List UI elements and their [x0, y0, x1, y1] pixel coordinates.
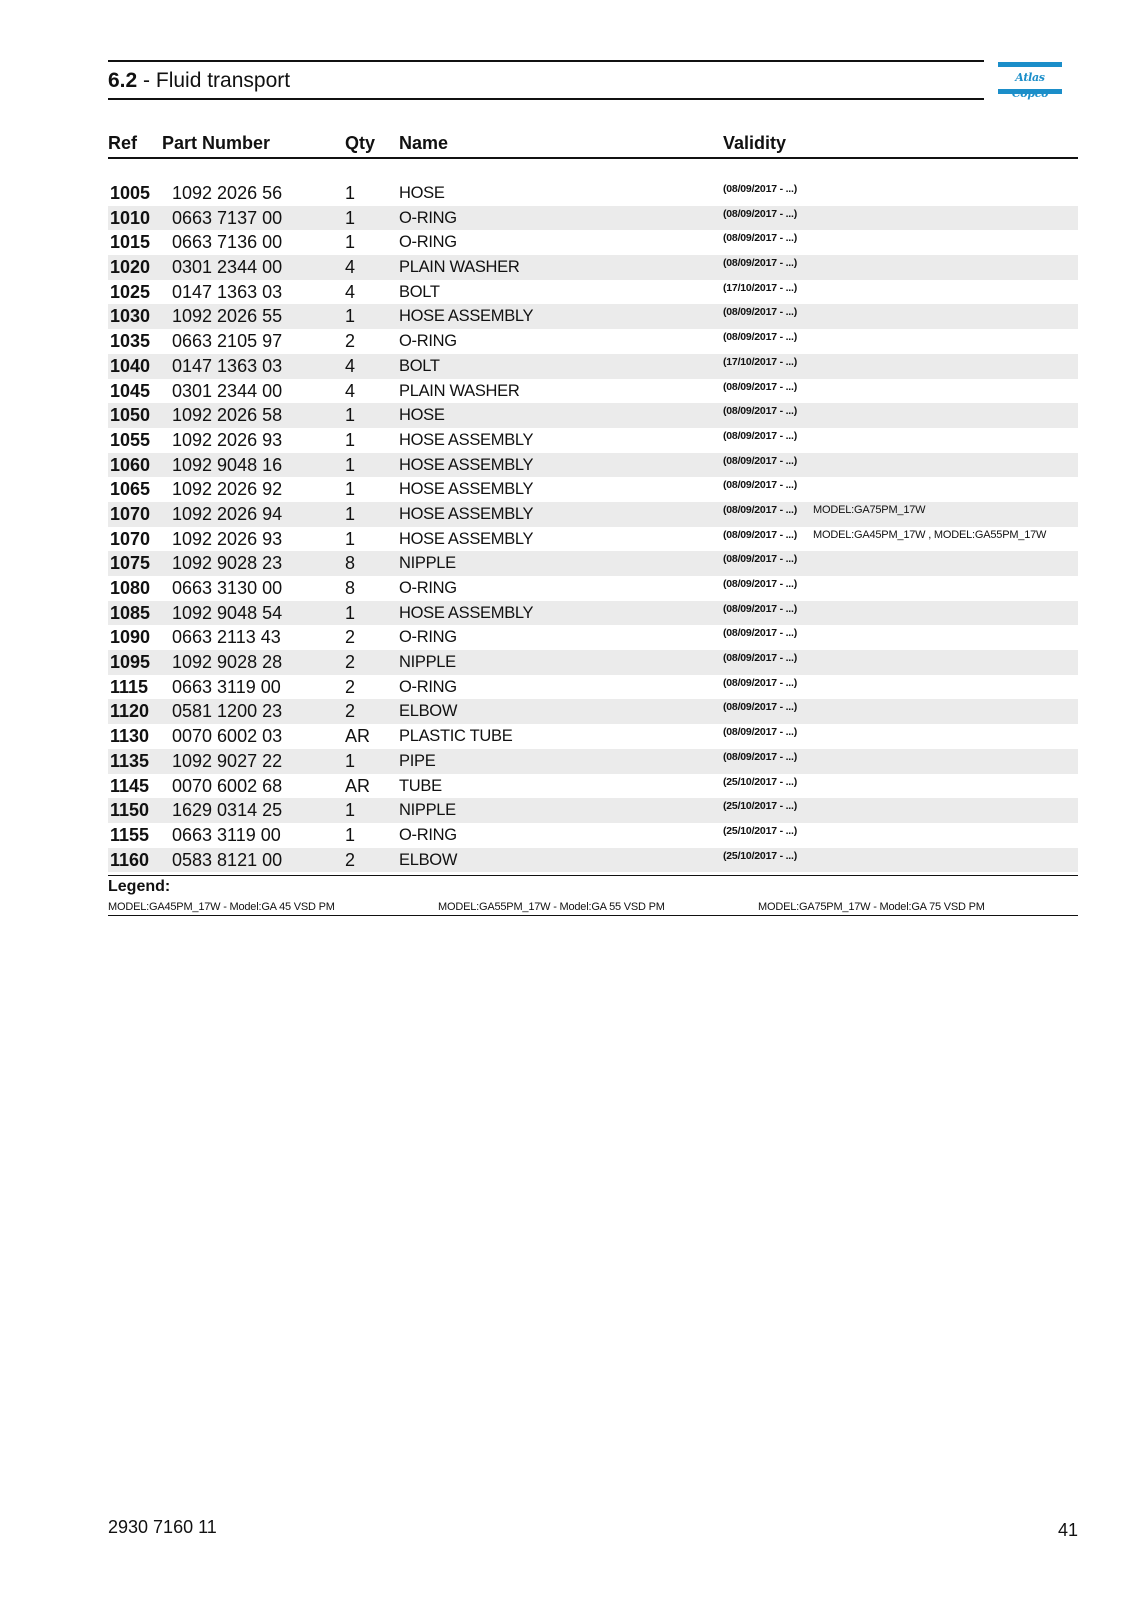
legend-item: MODEL:GA55PM_17W - Model:GA 55 VSD PM [438, 901, 665, 913]
row-qty: 8 [345, 578, 356, 598]
row-qty: 1 [345, 232, 356, 253]
row-qty: 8 [345, 553, 356, 574]
row-ref: 1020 [110, 257, 151, 278]
row-ref: 1070 [110, 528, 151, 549]
row-ref: 1130 [110, 726, 150, 747]
row-validity: (25/10/2017 - ...) [723, 775, 798, 788]
row-part-number: 0147 1363 03 [172, 281, 283, 302]
row-validity: (08/09/2017 - ...) [723, 652, 798, 665]
row-name: NIPPLE [399, 653, 456, 672]
row-part-number: 0663 7136 00 [172, 232, 283, 253]
row-validity: (08/09/2017 - ...) [723, 503, 798, 516]
row-validity: (08/09/2017 - ...) [723, 183, 798, 195]
document-number: 2930 7160 11 [108, 1517, 217, 1537]
row-ref: 1030 [110, 306, 151, 327]
row-part-number: 1092 2026 56 [172, 183, 283, 203]
row-ref: 1025 [110, 281, 151, 302]
row-validity: (08/09/2017 - ...) [723, 380, 798, 393]
table-row [108, 650, 1078, 675]
row-ref: 1035 [110, 331, 151, 352]
row-part-number: 0301 2344 00 [172, 257, 283, 278]
row-validity: (17/10/2017 - ...) [723, 281, 798, 294]
row-qty: 4 [345, 281, 356, 302]
row-name: HOSE ASSEMBLY [399, 455, 534, 474]
row-validity: (08/09/2017 - ...) [723, 750, 798, 763]
row-validity: (08/09/2017 - ...) [723, 676, 798, 689]
row-model: MODEL:GA45PM_17W , MODEL:GA55PM_17W [813, 528, 1047, 541]
row-part-number: 0301 2344 00 [172, 380, 283, 401]
legend-title: Legend: [108, 878, 171, 895]
row-part-number: 1092 9028 23 [172, 553, 283, 574]
row-part-number: 0070 6002 68 [172, 775, 283, 796]
row-qty: 2 [345, 652, 356, 673]
row-ref: 1090 [110, 627, 151, 648]
row-part-number: 1092 9027 22 [172, 750, 283, 771]
row-ref: 1055 [110, 429, 151, 450]
table-row [108, 453, 1078, 478]
row-name: PIPE [399, 751, 436, 770]
row-qty: 4 [345, 257, 356, 278]
row-part-number: 1092 2026 58 [172, 405, 283, 426]
page-title [108, 68, 290, 94]
row-ref: 1135 [110, 750, 150, 771]
row-validity: (08/09/2017 - ...) [723, 553, 798, 566]
row-name: O-RING [399, 825, 457, 844]
table-row [108, 329, 1078, 354]
row-qty: 2 [345, 676, 356, 697]
row-ref: 1115 [110, 676, 149, 697]
row-validity: (08/09/2017 - ...) [723, 479, 798, 492]
row-model: MODEL:GA75PM_17W [813, 503, 926, 516]
row-name: PLAIN WASHER [399, 381, 520, 400]
row-name: HOSE ASSEMBLY [399, 307, 534, 326]
row-validity: (08/09/2017 - ...) [723, 429, 798, 442]
row-ref: 1145 [110, 775, 150, 796]
row-name: PLASTIC TUBE [399, 727, 513, 746]
row-ref: 1080 [110, 578, 151, 598]
row-validity: (08/09/2017 - ...) [723, 726, 798, 739]
row-name: BOLT [399, 356, 440, 375]
row-part-number: 0663 2113 43 [172, 627, 281, 648]
legend-item: MODEL:GA75PM_17W - Model:GA 75 VSD PM [758, 901, 985, 913]
section-title: - Fluid transport [137, 69, 291, 92]
row-validity: (08/09/2017 - ...) [723, 405, 798, 418]
legend-item: MODEL:GA45PM_17W - Model:GA 45 VSD PM [108, 901, 335, 913]
row-ref: 1150 [110, 800, 150, 821]
page-number: 41 [1057, 1520, 1078, 1540]
row-ref: 1070 [110, 503, 151, 524]
row-ref: 1160 [110, 849, 150, 870]
table-row [108, 774, 1078, 799]
row-validity: (08/09/2017 - ...) [723, 454, 798, 467]
row-ref: 1045 [110, 380, 151, 401]
row-qty: 1 [345, 824, 356, 845]
table-row [108, 403, 1078, 428]
row-ref: 1065 [110, 479, 151, 500]
section-header [108, 60, 984, 100]
row-part-number: 0583 8121 00 [172, 849, 283, 870]
row-qty: AR [345, 775, 371, 796]
row-name: TUBE [399, 776, 442, 795]
row-qty: 4 [345, 380, 356, 401]
row-ref: 1010 [110, 207, 151, 228]
row-validity: (08/09/2017 - ...) [723, 528, 798, 541]
row-part-number: 1092 2026 94 [172, 503, 283, 524]
parts-table-body [108, 181, 1078, 872]
table-row [108, 848, 1078, 873]
table-row [108, 477, 1078, 502]
table-row [108, 675, 1078, 700]
row-part-number: 1092 2026 93 [172, 429, 283, 450]
row-ref: 1060 [110, 454, 151, 475]
table-row [108, 749, 1078, 774]
row-validity: (08/09/2017 - ...) [723, 701, 798, 714]
row-qty: 1 [345, 750, 356, 771]
row-qty: 1 [345, 800, 356, 821]
row-ref: 1050 [110, 405, 151, 426]
row-ref: 1095 [110, 652, 151, 673]
row-validity: (25/10/2017 - ...) [723, 824, 798, 837]
table-row [108, 354, 1078, 379]
row-validity: (08/09/2017 - ...) [723, 627, 798, 640]
row-qty: 1 [345, 602, 356, 623]
table-row [108, 823, 1078, 848]
row-part-number: 0663 2105 97 [172, 331, 283, 352]
row-qty: 2 [345, 849, 356, 870]
table-row [108, 699, 1078, 724]
row-validity: (08/09/2017 - ...) [723, 578, 798, 590]
row-ref: 1155 [110, 824, 150, 845]
row-qty: 1 [345, 306, 356, 327]
row-name: O-RING [399, 332, 457, 351]
row-name: O-RING [399, 677, 457, 696]
column-header-name: Name [399, 133, 449, 153]
table-row [108, 601, 1078, 626]
row-name: ELBOW [399, 850, 458, 869]
row-part-number: 0663 3130 00 [172, 578, 283, 598]
table-row [108, 576, 1078, 601]
logo-text: Atlas [1015, 71, 1045, 84]
legend [108, 875, 1078, 916]
row-name: HOSE ASSEMBLY [399, 480, 534, 499]
column-header-part-number: Part Number [162, 133, 271, 153]
row-name: HOSE [399, 184, 445, 202]
row-name: O-RING [399, 233, 457, 252]
row-qty: 1 [345, 405, 356, 426]
table-row [108, 181, 1078, 206]
table-row [108, 304, 1078, 329]
table-row [108, 798, 1078, 823]
table-header [108, 132, 1078, 159]
table-row [108, 527, 1078, 552]
row-ref: 1040 [110, 355, 151, 376]
row-name: O-RING [399, 208, 457, 227]
table-row [108, 379, 1078, 404]
row-name: NIPPLE [399, 554, 456, 573]
logo-bottom-bar [998, 89, 1062, 94]
table-row [108, 230, 1078, 255]
table-row [108, 625, 1078, 650]
section-number: 6.2 [108, 69, 138, 92]
row-validity: (17/10/2017 - ...) [723, 355, 798, 368]
table-row [108, 428, 1078, 453]
table-row [108, 551, 1078, 576]
row-part-number: 1092 9048 16 [172, 454, 283, 475]
row-name: HOSE ASSEMBLY [399, 603, 534, 622]
row-name: ELBOW [399, 702, 458, 721]
row-part-number: 0663 3119 00 [172, 824, 281, 845]
row-validity: (08/09/2017 - ...) [723, 306, 798, 319]
row-qty: 1 [345, 454, 356, 475]
row-part-number: 1092 2026 93 [172, 528, 283, 549]
row-name: HOSE ASSEMBLY [399, 430, 534, 449]
logo-top-bar [998, 62, 1062, 67]
row-ref: 1005 [110, 183, 151, 203]
row-ref: 1015 [110, 232, 151, 253]
row-qty: 1 [345, 207, 356, 228]
row-validity: (25/10/2017 - ...) [723, 849, 798, 862]
row-ref: 1075 [110, 553, 151, 574]
row-part-number: 0070 6002 03 [172, 726, 283, 747]
row-validity: (25/10/2017 - ...) [723, 800, 798, 813]
row-ref: 1120 [110, 701, 150, 722]
row-validity: (08/09/2017 - ...) [723, 602, 798, 615]
row-qty: 1 [345, 183, 356, 203]
row-name: O-RING [399, 628, 457, 647]
row-qty: 1 [345, 479, 356, 500]
row-qty: 1 [345, 429, 356, 450]
row-part-number: 1092 2026 55 [172, 306, 283, 327]
row-part-number: 0663 7137 00 [172, 207, 283, 228]
column-header-qty: Qty [345, 133, 376, 153]
column-header-ref: Ref [108, 133, 138, 153]
table-row [108, 280, 1078, 305]
atlas-copco-logo [998, 62, 1062, 94]
row-part-number: 1092 2026 92 [172, 479, 283, 500]
row-part-number: 1092 9048 54 [172, 602, 283, 623]
row-name: HOSE ASSEMBLY [399, 504, 534, 523]
row-ref: 1085 [110, 602, 151, 623]
row-qty: 2 [345, 701, 356, 722]
row-qty: AR [345, 726, 371, 747]
row-part-number: 1629 0314 25 [172, 800, 283, 821]
row-part-number: 0581 1200 23 [172, 701, 283, 722]
table-row [108, 724, 1078, 749]
row-name: NIPPLE [399, 801, 456, 820]
row-part-number: 0663 3119 00 [172, 676, 281, 697]
row-name: O-RING [399, 579, 457, 597]
column-header-validity: Validity [723, 133, 787, 153]
row-name: HOSE [399, 406, 445, 425]
table-row [108, 206, 1078, 231]
table-row [108, 255, 1078, 280]
row-qty: 1 [345, 503, 356, 524]
row-qty: 1 [345, 528, 356, 549]
row-part-number: 1092 9028 28 [172, 652, 283, 673]
row-validity: (08/09/2017 - ...) [723, 331, 798, 344]
row-name: PLAIN WASHER [399, 258, 520, 277]
row-name: HOSE ASSEMBLY [399, 529, 534, 548]
row-name: BOLT [399, 282, 440, 301]
row-qty: 4 [345, 355, 356, 376]
row-part-number: 0147 1363 03 [172, 355, 283, 376]
row-validity: (08/09/2017 - ...) [723, 207, 798, 220]
row-validity: (08/09/2017 - ...) [723, 232, 798, 245]
row-qty: 2 [345, 627, 356, 648]
row-qty: 2 [345, 331, 356, 352]
row-validity: (08/09/2017 - ...) [723, 257, 798, 270]
